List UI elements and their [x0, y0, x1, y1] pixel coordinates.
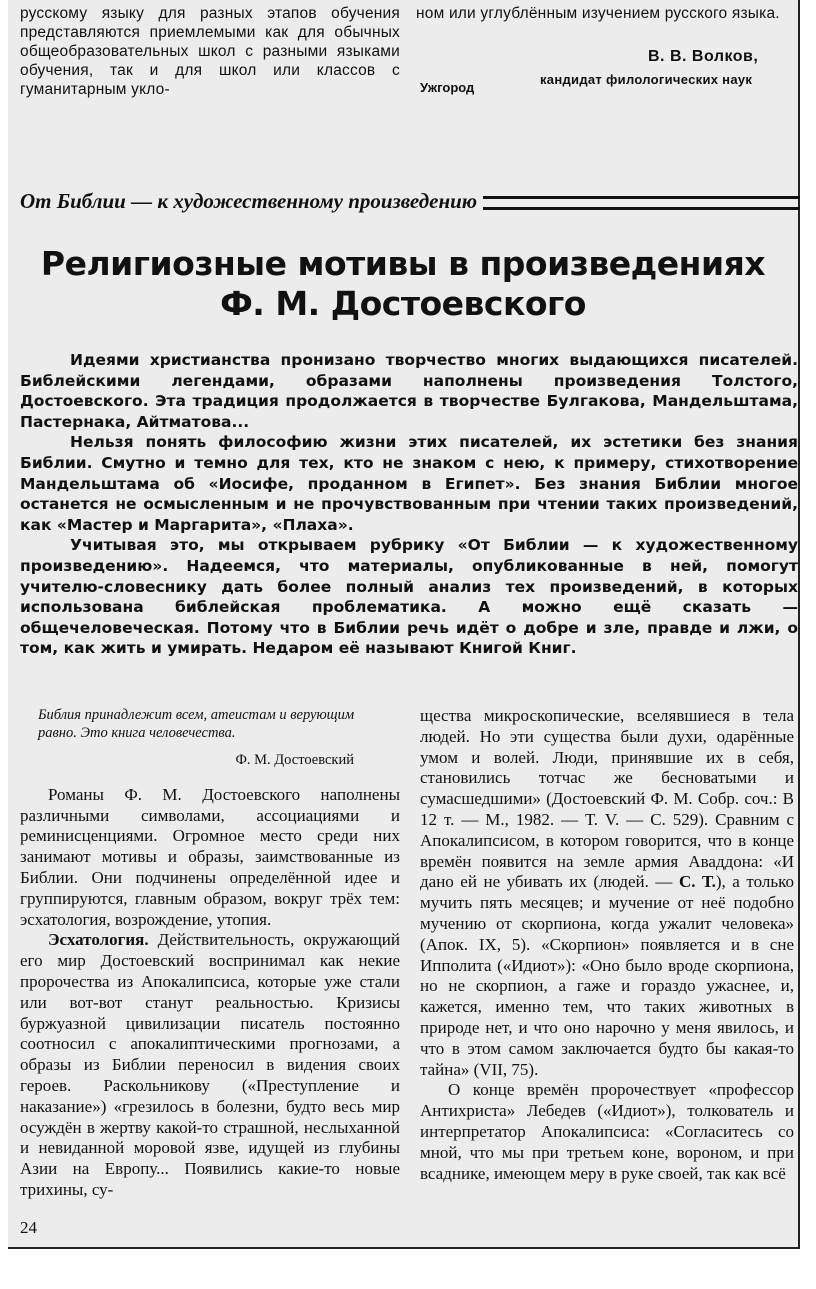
intro-paragraph: Идеями христианства пронизано творчество многих выдающихся писателей. Библейскими легендами, образами наполнены произведения Толстого, Достоевского. Эта традиция продолжается в творчестве Булгакова, Мандельштама, Пастернака, Айтматова...: [20, 351, 798, 431]
previous-article-right-column: ном или углублённым изучением русского языка.: [416, 5, 780, 22]
author-city: Ужгород: [420, 80, 475, 95]
intro-paragraph: Учитывая это, мы открываем рубрику «От Библии — к художественному произведению». Надеемся, что материалы, опубликованные в ней, помогут учителю-словеснику дать более полный анализ тех произведений, в которых использована библейская проблематика. А можно ещё сказать — общечеловеческая. Потому что в Библии речь идёт о добре и зле, правде и лжи, о том, как жить и умирать. Недаром её называют Книгой Книг.: [20, 536, 798, 658]
author-initials: С. Т.: [678, 872, 716, 892]
page-number: 24: [20, 1218, 37, 1237]
body-paragraph: О конце времён пророчествует «профессор Антихриста» Лебедев («Идиот»), толкователь и интерпретатор Апокалипсиса: «Согласитесь со мной, что мы при третьем коне, вороном, и при всаднике, имеющем меру в руке своей, так как всё: [420, 1080, 794, 1183]
epigraph-text: Библия принадлежит всем, атеистам и верующим равно. Это книга человечества.: [38, 707, 355, 741]
rubric-double-rule: [483, 196, 800, 210]
body-paragraph: Романы Ф. М. Достоевского наполнены различными символами, ассоциациями и реминисценциями. Огромное место среди них занимают мотивы и образы, заимствованные из Библии. Они подчинены определённой идее и группируются, главным образом, вокруг трёх тем: эсхатология, возрождение, утопия.: [20, 784, 400, 929]
body-paragraph: [420, 706, 794, 1080]
page-scan: [8, 0, 800, 1249]
rubric-header: [20, 186, 800, 216]
previous-article-left-column: русскому языку для разных этапов обучения представляются приемлемыми как для обычных общеобразовательных школ с разными языками обучения, так и для школ или классов с гуманитарным укло-: [20, 5, 400, 98]
body-text: ), а только мучить пять месяцев; и мучение от неё подобно мучению от скорпиона, когда ужалит человека» (Апок. IX, 5). «Скорпион» появляется и в сне Ипполита («Идиот»): «Оно было вроде скорпиона, но не скорпион, а гаже и гораздо ужаснее, и, кажется, именно тем, что таких животных в природе нет, и что оно нарочно у меня явилось, и что в этом самом заключается будто бы какая-то тайна» (VII, 75).: [420, 872, 794, 1079]
epigraph-author: Ф. М. Достоевский: [235, 752, 354, 768]
headline-line-1: Религиозные мотивы в произведениях: [40, 244, 766, 283]
section-heading: Эсхатология.: [48, 930, 149, 950]
author-title: кандидат филологических наук: [540, 72, 753, 87]
article-right-column: [420, 706, 794, 1184]
editorial-intro: [20, 350, 798, 659]
body-text: щества микроскопические, вселявшиеся в тела людей. Но эти существа были духи, одарённые умом и волей. Люди, принявшие их в себя, становились тотчас же бесноватыми и сумасшедшими» (Достоевский Ф. М. Собр. соч.: В 12 т. — М., 1982. — Т. V. — С. 529). Сравним с Апокалипсисом, в котором говорится, что в конце времён появится на земле армия Аваддона: «И дано ей не убивать их (людей. —: [420, 706, 794, 892]
author-name: В. В. Волков,: [648, 48, 759, 65]
rubric-title: От Библии — к художественному произведению: [20, 188, 478, 213]
article-headline: [8, 244, 798, 324]
intro-paragraph: Нельзя понять философию жизни этих писателей, их эстетики без знания Библии. Смутно и темно для тех, кто не знаком с нею, к примеру, стихотворение Мандельштама об «Иосифе, проданном в Египет». Без знания Библии многое останется не осмысленным и не прочувствованным при чтении таких произведений, как «Мастер и Маргарита», «Плаха».: [20, 433, 798, 534]
body-paragraph: [20, 930, 400, 1200]
article-left-column: [20, 706, 400, 1201]
headline-line-2: Ф. М. Достоевского: [220, 284, 586, 323]
section-text: Действительность, окружающий его мир Достоевский воспринимал как некие пророчества из Апокалипсиса, которые уже стали или вот-вот станут реальностью. Кризисы буржуазной цивилизации писатель постоянно соотносил с апокалиптическими прогнозами, а образы из Библии переносил в видения своих героев. Раскольникову («Преступление и наказание») «грезилось в болезни, будто весь мир осуждён в жертву какой-то страшной, неслыханной и невиданной моровой язве, идущей из глубины Азии на Европу... Появились какие-то новые трихины, су-: [20, 930, 400, 1199]
